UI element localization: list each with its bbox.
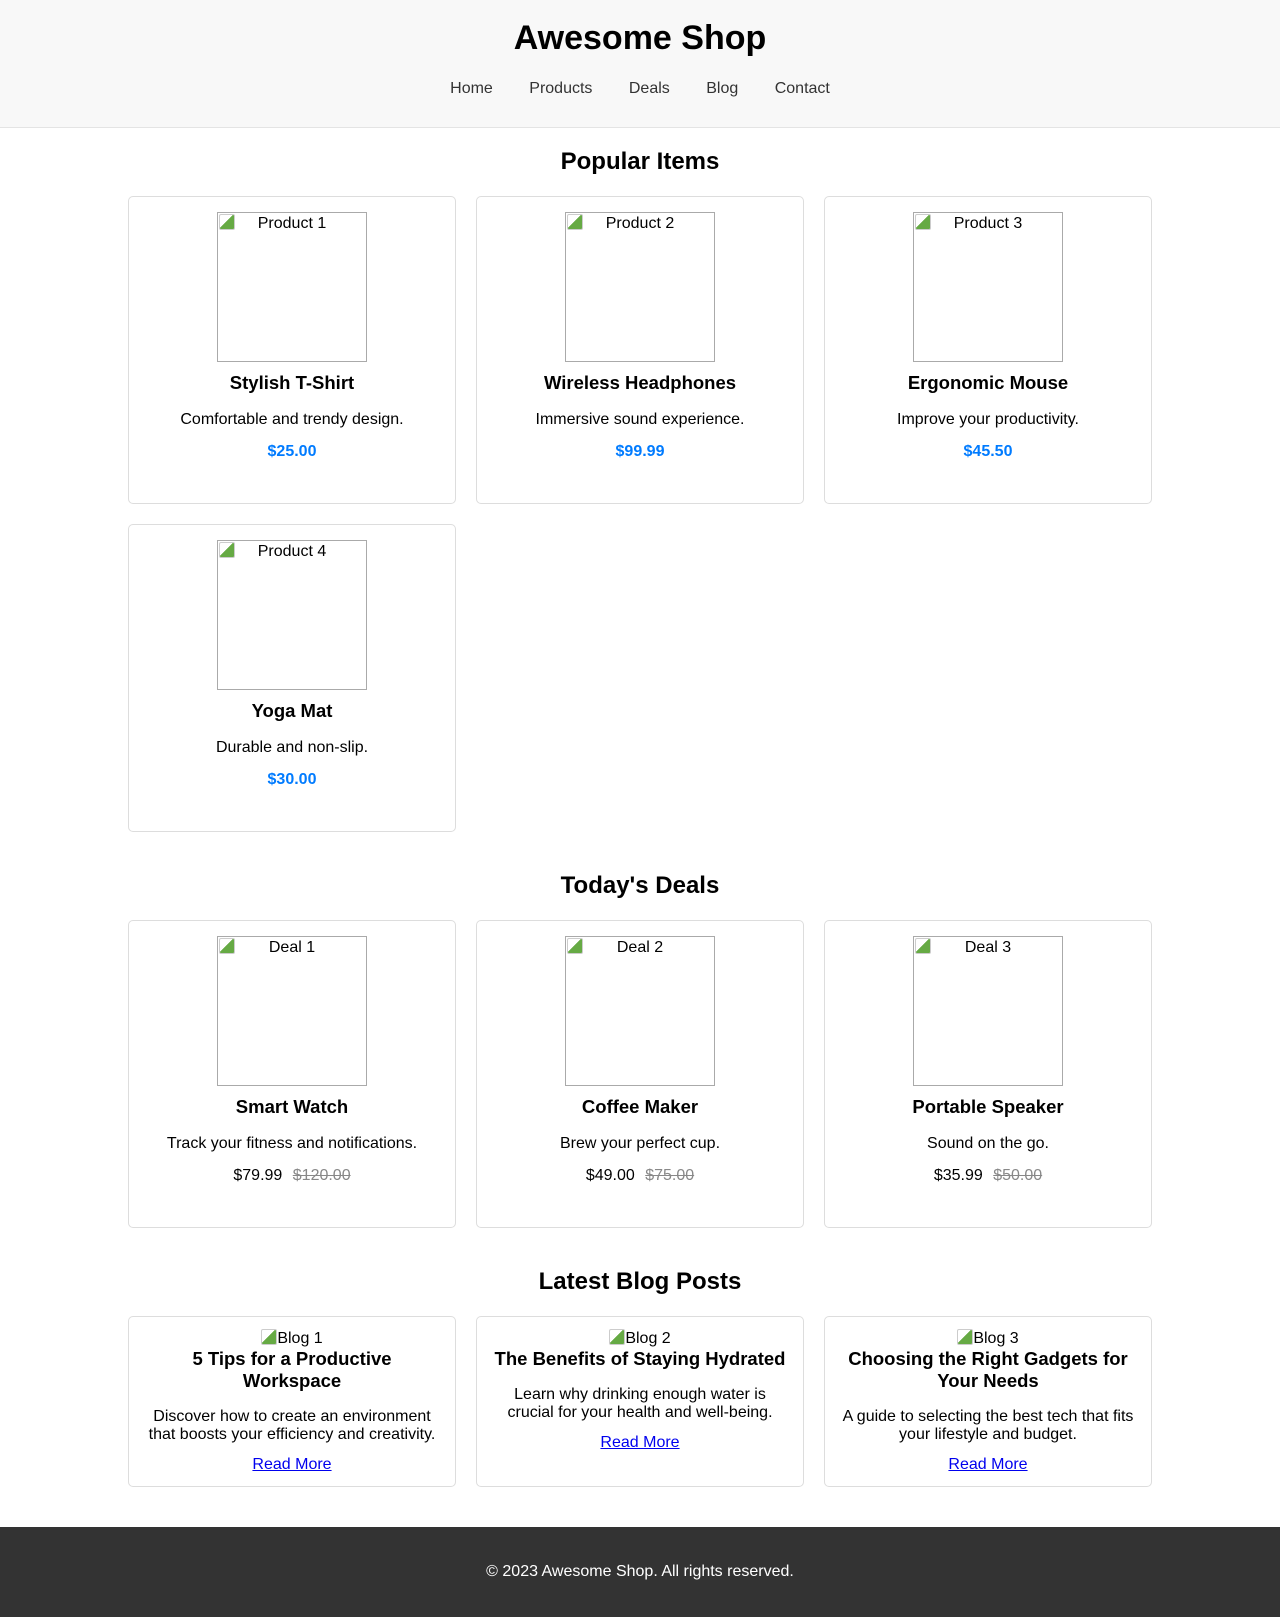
read-more-link[interactable]: Read More <box>252 1456 332 1473</box>
product-price: $30.00 <box>267 771 317 788</box>
copyright-text: © 2023 Awesome Shop. All rights reserved. <box>486 1563 794 1580</box>
read-more-link[interactable]: Read More <box>948 1456 1028 1473</box>
broken-image-icon <box>567 938 583 954</box>
read-more-link[interactable]: Read More <box>600 1434 680 1451</box>
broken-image-icon <box>567 214 583 230</box>
product-card[interactable] <box>128 524 456 832</box>
deal-price: $35.99 <box>933 1167 983 1184</box>
product-image <box>913 936 1063 1086</box>
image-alt-text: Blog 1 <box>277 1330 323 1347</box>
section-heading: Latest Blog Posts <box>538 1268 742 1295</box>
main-nav <box>0 80 1280 98</box>
nav-home[interactable]: Home <box>450 80 493 97</box>
broken-image-icon <box>261 1329 277 1345</box>
original-price: $75.00 <box>645 1167 695 1184</box>
product-price: $45.50 <box>963 443 1013 460</box>
popular-items-section <box>128 148 1152 832</box>
blog-image <box>840 1329 1136 1348</box>
image-alt-text: Product 3 <box>953 215 1023 232</box>
section-heading: Popular Items <box>560 148 720 175</box>
site-footer <box>0 1527 1280 1617</box>
blog-excerpt: Learn why drinking enough water is crucial for your health and well-being. <box>507 1386 773 1421</box>
broken-image-icon <box>219 542 235 558</box>
product-card[interactable] <box>476 196 804 504</box>
blog-card <box>128 1316 456 1487</box>
product-name: Yoga Mat <box>251 700 333 721</box>
site-title: Awesome Shop <box>513 19 767 57</box>
image-alt-text: Blog 3 <box>973 1330 1019 1347</box>
blog-image <box>492 1329 788 1348</box>
deal-description: Sound on the go. <box>927 1135 1049 1152</box>
product-name: Wireless Headphones <box>543 372 737 393</box>
deal-name: Coffee Maker <box>581 1096 699 1117</box>
image-alt-text: Deal 2 <box>616 939 664 956</box>
product-image <box>565 212 715 362</box>
section-heading: Today's Deals <box>560 872 720 899</box>
blog-excerpt: Discover how to create an environment that boosts your efficiency and creativity. <box>148 1408 436 1443</box>
deal-price-row <box>492 1166 788 1186</box>
deal-description: Brew your perfect cup. <box>559 1135 721 1152</box>
broken-image-icon <box>219 214 235 230</box>
deal-price: $49.00 <box>585 1167 635 1184</box>
deals-section <box>128 872 1152 1228</box>
blog-image <box>144 1329 440 1348</box>
image-alt-text: Blog 2 <box>625 1330 671 1347</box>
blog-card <box>824 1316 1152 1487</box>
product-description: Immersive sound experience. <box>535 411 745 428</box>
nav-blog[interactable]: Blog <box>706 80 739 97</box>
broken-image-icon <box>609 1329 625 1345</box>
image-alt-text: Product 1 <box>257 215 327 232</box>
product-price: $25.00 <box>267 443 317 460</box>
deal-name: Portable Speaker <box>912 1096 1064 1117</box>
image-alt-text: Product 2 <box>605 215 675 232</box>
product-card[interactable] <box>824 196 1152 504</box>
nav-contact[interactable]: Contact <box>774 80 830 97</box>
blog-title: 5 Tips for a Productive Workspace <box>192 1348 392 1391</box>
product-image <box>913 212 1063 362</box>
deal-card[interactable] <box>824 920 1152 1228</box>
deal-card[interactable] <box>476 920 804 1228</box>
original-price: $120.00 <box>292 1167 351 1184</box>
broken-image-icon <box>219 938 235 954</box>
deal-card[interactable] <box>128 920 456 1228</box>
image-alt-text: Deal 1 <box>268 939 316 956</box>
product-image <box>217 212 367 362</box>
product-price: $99.99 <box>615 443 665 460</box>
broken-image-icon <box>915 214 931 230</box>
product-description: Comfortable and trendy design. <box>180 411 404 428</box>
deal-description: Track your fitness and notifications. <box>166 1135 418 1152</box>
image-alt-text: Deal 3 <box>964 939 1012 956</box>
deal-price-row <box>840 1166 1136 1186</box>
product-card[interactable] <box>128 196 456 504</box>
blog-title: The Benefits of Staying Hydrated <box>494 1348 786 1369</box>
blog-card <box>476 1316 804 1487</box>
deal-name: Smart Watch <box>235 1096 349 1117</box>
broken-image-icon <box>915 938 931 954</box>
blog-title: Choosing the Right Gadgets for Your Needs <box>848 1348 1128 1391</box>
product-description: Improve your productivity. <box>897 411 1079 428</box>
product-image <box>217 936 367 1086</box>
broken-image-icon <box>957 1329 973 1345</box>
image-alt-text: Product 4 <box>257 543 327 560</box>
product-image <box>565 936 715 1086</box>
site-header <box>0 0 1280 128</box>
deal-price-row <box>144 1166 440 1186</box>
deal-price: $79.99 <box>233 1167 283 1184</box>
nav-deals[interactable]: Deals <box>628 80 670 97</box>
product-description: Durable and non-slip. <box>215 739 369 756</box>
product-name: Ergonomic Mouse <box>907 372 1069 393</box>
product-name: Stylish T-Shirt <box>229 372 355 393</box>
product-image <box>217 540 367 690</box>
nav-products[interactable]: Products <box>529 80 593 97</box>
blog-section <box>128 1268 1152 1487</box>
blog-excerpt: A guide to selecting the best tech that fits your lifestyle and budget. <box>842 1408 1134 1443</box>
original-price: $50.00 <box>993 1167 1043 1184</box>
